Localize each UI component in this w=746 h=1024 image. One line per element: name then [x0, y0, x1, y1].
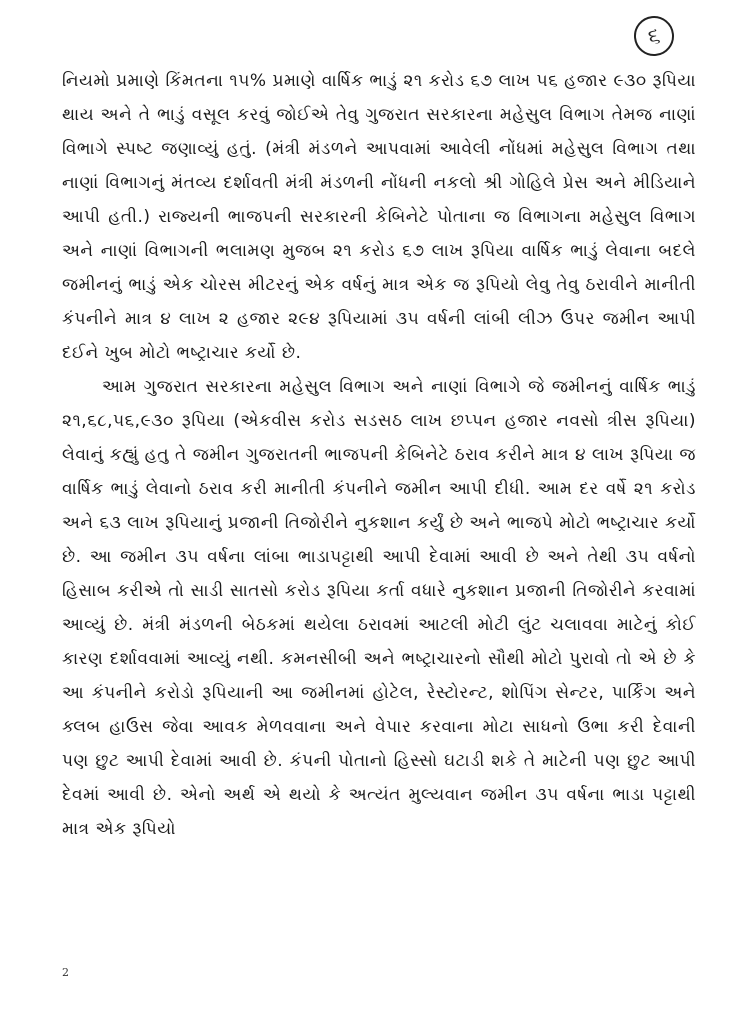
document-body: [62, 64, 696, 846]
paragraph-2: આમ ગુજરાત સરકારના મહેસુલ વિભાગ અને નાણાં વિભાગે જે જમીનનું વાર્ષિક ભાડું ૨૧,૬૮,૫૬,૯૩૦ રૂપિયા (એકવીસ કરોડ સડસઠ લાખ છપ્પન હજાર નવસો ત્રીસ રૂપિયા) લેવાનું કહ્યું હતુ તે જમીન ગુજરાતની ભાજપની કેબિનેટે ઠરાવ કરીને માત્ર ૪ લાખ રૂપિયા જ વાર્ષિક ભાડું લેવાનો ઠરાવ કરી માનીતી કંપનીને જમીન આપી દીધી. આમ દર વર્ષે ૨૧ કરોડ અને ૬૩ લાખ રૂપિયાનું પ્રજાની તિજોરીને નુકશાન કર્યું છે અને ભાજપે મોટો ભષ્ટ્રાચાર કર્યો છે. આ જમીન ૩૫ વર્ષના લાંબા ભાડાપટ્ટાથી આપી દેવામાં આવી છે અને તેથી ૩૫ વર્ષનો હિસાબ કરીએ તો સાડી સાતસો કરોડ રૂપિયા કર્તા વધારે નુકશાન પ્રજાની તિજોરીને કરવામાં આવ્યું છે. મંત્રી મંડળની બેઠકમાં થયેલા ઠરાવમાં આટલી મોટી લુંટ ચલાવવા માટેનું કોઈ કારણ દર્શાવવામાં આવ્યું નથી. કમનસીબી અને ભષ્ટ્રાચારનો સૌથી મોટો પુરાવો તો એ છે કે આ કંપનીને કરોડો રૂપિયાની આ જમીનમાં હોટેલ, રેસ્ટોરન્ટ, શોપિંગ સેન્ટર, પાર્કિંગ અને ક્લબ હાઉસ જેવા આવક મેળવવાના અને વેપાર કરવાના મોટા સાધનો ઉભા કરી દેવાની પણ છુટ આપી દેવામાં આવી છે. કંપની પોતાનો હિસ્સો ઘટાડી શકે તે માટેની પણ છુટ આપી દેવમાં આવી છે. એનો અર્થ એ થયો કે અત્યંત મુલ્યવાન જમીન ૩૫ વર્ષના ભાડા પટ્ટાથી માત્ર એક રૂપિયો: [62, 377, 696, 839]
footer-page-number: 2: [62, 966, 69, 979]
paragraph-1: નિયમો પ્રમાણે કિંમતના ૧૫% પ્રમાણે વાર્ષિક ભાડું ૨૧ કરોડ ૬૭ લાખ ૫૬ હજાર ૯૩૦ રૂપિયા થાય અને તે ભાડું વસૂલ કરવું જોઈએ તેવુ ગુજરાત સરકારના મહેસુલ વિભાગ તેમજ નાણાં વિભાગે સ્પષ્ટ જણાવ્યું હતું. (મંત્રી મંડળને આપવામાં આવેલી નોંધમાં મહેસુલ વિભાગ તથા નાણાં વિભાગનું મંતવ્ય દર્શાવતી મંત્રી મંડળની નોંધની નકલો શ્રી ગોહિલે પ્રેસ અને મીડિયાને આપી હતી.) રાજ્યની ભાજપની સરકારની કેબિનેટે પોતાના જ વિભાગના મહેસુલ વિભાગ અને નાણાં વિભાગની ભલામણ મુજબ ૨૧ કરોડ ૬૭ લાખ રૂપિયા વાર્ષિક ભાડું લેવાના બદલે જમીનનું ભાડું એક ચોરસ મીટરનું એક વર્ષનું માત્ર એક જ રૂપિયો લેવુ તેવુ ઠરાવીને માનીતી કંપનીને માત્ર ૪ લાખ ૨ હજાર ૨૯૪ રૂપિયામાં ૩૫ વર્ષની લાંબી લીઝ ઉપર જમીન આપી દઈને ખુબ મોટો ભષ્ટ્રાચાર કર્યો છે.: [62, 71, 696, 363]
handwritten-page-number: ૬: [632, 14, 676, 58]
